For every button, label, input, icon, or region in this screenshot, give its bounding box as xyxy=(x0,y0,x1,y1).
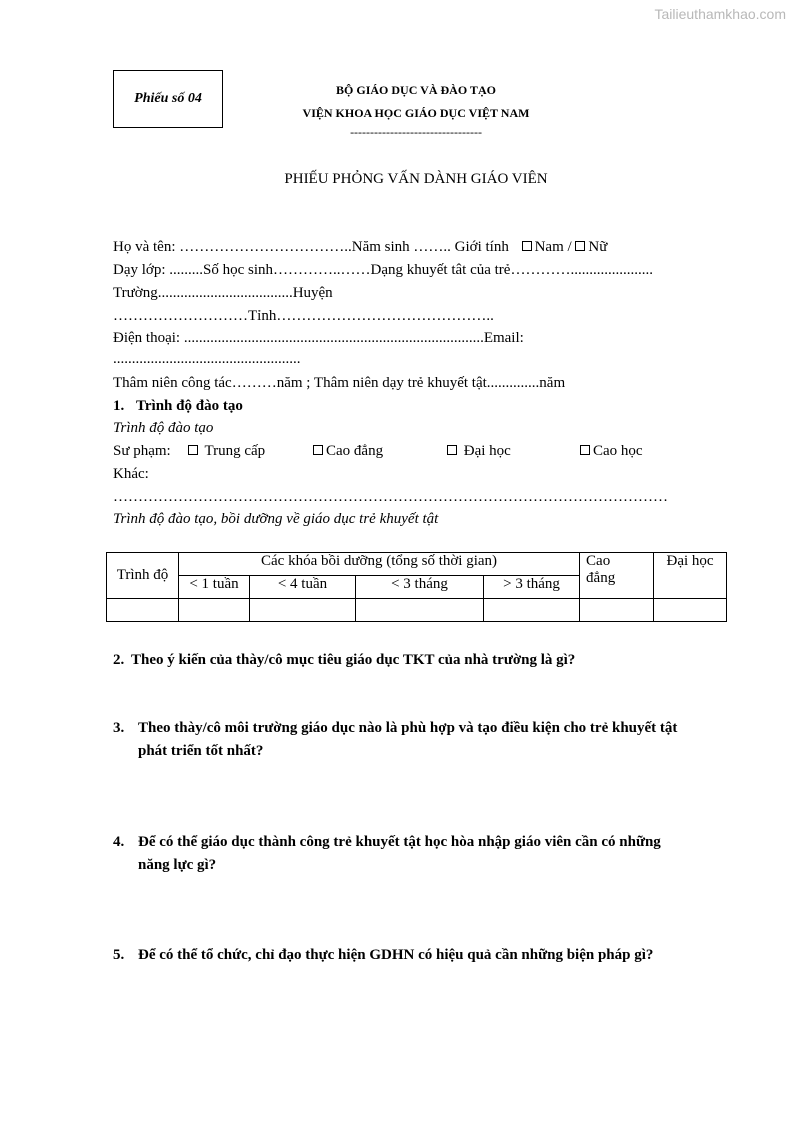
question-4-number: 4. xyxy=(113,834,125,850)
checkbox-icon[interactable] xyxy=(580,445,590,455)
institute-name: VIỆN KHOA HỌC GIÁO DỤC VIỆT NAM xyxy=(302,106,530,120)
field-phone-email-line: Điện thoại: ................................................................................Email: xyxy=(113,330,524,346)
form-number-box xyxy=(113,70,223,128)
section1-title: Trình độ đào tạo xyxy=(136,398,243,414)
ministry-name: BỘ GIÁO DỤC VÀ ĐÀO TẠO xyxy=(336,83,496,97)
field-school-line: Trường....................................Huyện xyxy=(113,285,333,301)
checkbox-icon[interactable] xyxy=(313,445,323,455)
question-5 xyxy=(113,944,733,968)
form-number-label: Phiếu số 04 xyxy=(134,91,202,106)
cao-label: Cao xyxy=(586,553,611,569)
question-4-text-line1: Để có thể giáo dục thành công trẻ khuyết tật học hòa nhập giáo viên cần có những xyxy=(138,834,661,850)
male-checkbox-icon[interactable] xyxy=(522,241,532,251)
question-2-text: Theo ý kiến của thày/cô mục tiêu giáo dục TKT của nhà trường là gì? xyxy=(131,652,576,668)
input-cell[interactable] xyxy=(107,599,179,622)
gender-female-label: Nữ xyxy=(588,239,608,255)
field-email-continuation: .................................................. xyxy=(113,351,301,367)
section1-heading xyxy=(113,398,243,415)
female-checkbox-icon[interactable] xyxy=(575,241,585,251)
checkbox-icon[interactable] xyxy=(188,445,198,455)
option-cao-dang[interactable] xyxy=(313,443,383,460)
input-cell[interactable] xyxy=(484,599,580,622)
option-trung-cap[interactable] xyxy=(188,443,265,460)
question-5-number: 5. xyxy=(113,947,125,963)
field-class-line: Dạy lớp: .........Số học sinh…………..……Dạng khuyết tât của trẻ…………...................... xyxy=(113,262,653,278)
section1-number: 1. xyxy=(113,398,125,414)
gender-male-label: Nam / xyxy=(534,239,572,255)
option-cao-hoc[interactable] xyxy=(580,443,643,460)
gender-female-option[interactable] xyxy=(575,239,607,255)
option-label: Cao đẳng xyxy=(326,443,384,459)
option-dai-hoc[interactable] xyxy=(447,443,511,460)
cao-dang-header-cell xyxy=(580,553,654,599)
header-divider: --------------------------------- xyxy=(350,125,482,139)
question-2 xyxy=(113,649,733,673)
question-2-number: 2. xyxy=(113,652,125,668)
field-name-line xyxy=(113,239,607,256)
gender-male-option[interactable] xyxy=(522,239,576,255)
row-header-cell: Trình độ xyxy=(107,553,179,599)
question-3-number: 3. xyxy=(113,720,125,736)
pedagogy-label: Sư phạm: xyxy=(113,443,171,459)
name-birth-gender-label: Họ và tên: ……………………………..Năm sinh …….. Giới tính xyxy=(113,239,509,255)
watermark: Tailieuthamkhao.com xyxy=(654,6,786,22)
checkbox-icon[interactable] xyxy=(447,445,457,455)
field-province-line: ………………………Tỉnh…………………………………….. xyxy=(113,308,494,324)
option-label: Trung cấp xyxy=(204,443,266,459)
question-3-text-line1: Theo thày/cô môi trường giáo dục nào là phù hợp và tạo điều kiện cho trẻ khuyết tật xyxy=(138,720,678,736)
duration-cell: > 3 tháng xyxy=(484,576,580,599)
duration-cell: < 4 tuần xyxy=(250,576,356,599)
input-cell[interactable] xyxy=(654,599,727,622)
question-5-text: Để có thể tổ chức, chỉ đạo thực hiện GDHN có hiệu quả cần những biện pháp gì? xyxy=(138,947,654,963)
dang-label: đẳng xyxy=(586,570,616,586)
duration-cell: < 1 tuần xyxy=(179,576,250,599)
group-header-cell: Các khóa bồi dưỡng (tổng số thời gian) xyxy=(179,553,580,576)
question-4 xyxy=(113,831,733,879)
field-seniority-line: Thâm niên công tác………năm ; Thâm niên dạy trẻ khuyết tật..............năm xyxy=(113,375,566,391)
document-title: PHIẾU PHỎNG VẤN DÀNH GIÁO VIÊN xyxy=(284,171,548,187)
duration-cell: < 3 tháng xyxy=(356,576,484,599)
option-label: Cao học xyxy=(593,443,643,459)
dai-hoc-header-cell: Đại học xyxy=(654,553,727,599)
question-3 xyxy=(113,717,733,765)
training-subtitle: Trình độ đào tạo, bồi dưỡng về giáo dục trẻ khuyết tật xyxy=(113,511,439,527)
question-4-text-line2: năng lực gì? xyxy=(138,857,217,873)
input-cell[interactable] xyxy=(580,599,654,622)
input-cell[interactable] xyxy=(250,599,356,622)
input-cell[interactable] xyxy=(179,599,250,622)
other-label: Khác: xyxy=(113,466,149,482)
other-fill-line[interactable]: ………………………………………………………………………………………………… xyxy=(113,489,668,505)
training-table xyxy=(106,552,727,622)
option-label: Đại học xyxy=(463,443,511,459)
question-3-text-line2: phát triển tốt nhất? xyxy=(138,743,264,759)
section1-subtitle: Trình độ đào tạo xyxy=(113,420,214,436)
input-cell[interactable] xyxy=(356,599,484,622)
